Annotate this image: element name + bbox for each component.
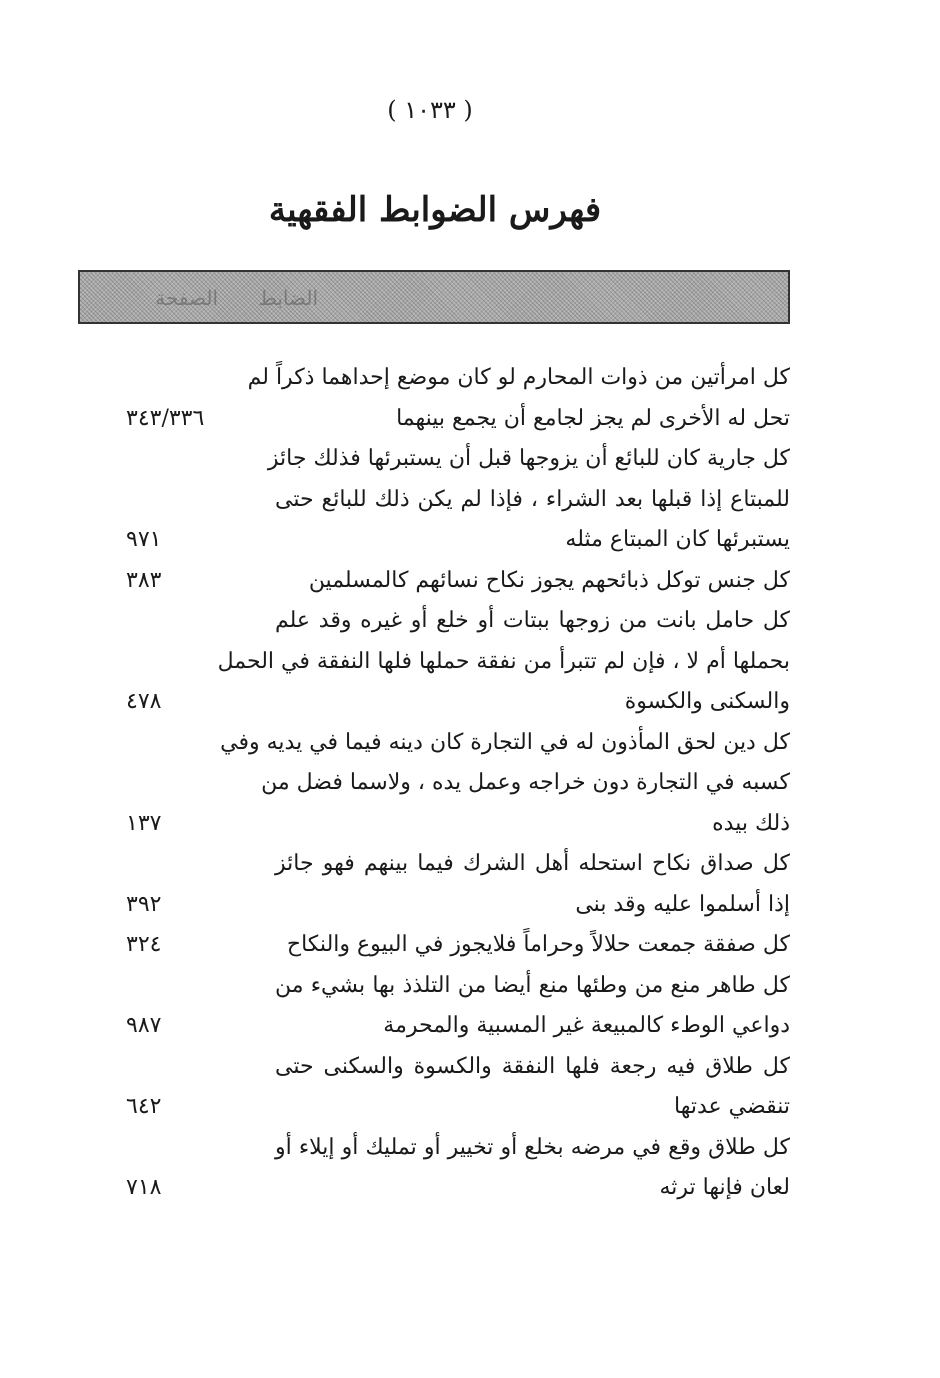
entry-text: إذا أسلموا عليه وقد بنى xyxy=(575,891,790,917)
entry-line xyxy=(0,844,940,885)
index-entry xyxy=(0,601,940,723)
entry-text: كل جارية كان للبائع أن يزوجها قبل أن يستبرئها فذلك جائز xyxy=(267,446,790,471)
entry-page-ref: ٣٤٣/٣٣٦ xyxy=(126,405,205,431)
entry-line xyxy=(0,1047,940,1088)
entry-page-ref: ٣٢٤ xyxy=(126,932,162,957)
entry-text: كسبه في التجارة دون خراجه وعمل يده ، ولاسما فضل من xyxy=(261,770,790,795)
entry-line xyxy=(0,1087,940,1128)
index-entry xyxy=(0,1047,940,1128)
index-entry xyxy=(0,723,940,845)
entry-line xyxy=(0,966,940,1007)
entry-line xyxy=(0,682,940,723)
entry-text: بحملها أم لا ، فإن لم تتبرأ من نفقة حملها فلها النفقة في الحمل xyxy=(217,648,790,674)
entry-list xyxy=(0,358,940,1209)
entry-text: لعان فإنها ترثه xyxy=(659,1175,790,1200)
header-page-label: الصفحة xyxy=(155,286,218,310)
entry-text: يستبرئها كان المبتاع مثله xyxy=(565,527,790,552)
entry-text: دواعي الوطء كالمبيعة غير المسبية والمحرمة xyxy=(383,1013,790,1038)
index-entry xyxy=(0,439,940,561)
entry-line xyxy=(0,1006,940,1047)
index-entry xyxy=(0,844,940,925)
entry-page-ref: ٩٨٧ xyxy=(126,1013,162,1038)
entry-page-ref: ٩٧١ xyxy=(126,527,162,552)
entry-line xyxy=(0,399,940,440)
entry-text: كل جنس توكل ذبائحهم يجوز نكاح نسائهم كالمسلمين xyxy=(308,567,790,593)
entry-line xyxy=(0,925,940,966)
entry-page-ref: ١٣٧ xyxy=(126,810,162,836)
entry-text: كل صداق نكاح استحله أهل الشرك فيما بينهم فهو جائز xyxy=(275,851,790,876)
entry-text: كل طلاق وقع في مرضه بخلع أو تخيير أو تمليك أو إيلاء أو xyxy=(275,1134,790,1160)
entry-text: كل طاهر منع من وطئها منع أيضا من التلذذ بها بشيء من xyxy=(275,972,790,998)
page-title: فهرس الضوابط الفقهية xyxy=(268,190,602,230)
entry-line xyxy=(0,480,940,521)
entry-line xyxy=(0,1168,940,1209)
entry-line xyxy=(0,642,940,683)
entry-text: تحل له الأخرى لم يجز لجامع أن يجمع بينهما xyxy=(396,405,790,431)
entry-text: والسكنى والكسوة xyxy=(624,689,790,714)
entry-line xyxy=(0,601,940,642)
entry-text: كل طلاق فيه رجعة فلها النفقة والكسوة والسكنى حتى xyxy=(275,1053,790,1079)
entry-text: كل دين لحق المأذون له في التجارة كان دينه فيما في يديه وفي xyxy=(220,729,790,755)
entry-page-ref: ٦٤٢ xyxy=(126,1094,162,1119)
entry-text: ذلك بيده xyxy=(712,810,790,836)
index-entry xyxy=(0,561,940,602)
entry-line xyxy=(0,763,940,804)
entry-page-ref: ٣٩٢ xyxy=(126,891,162,917)
entry-line xyxy=(0,804,940,845)
index-entry xyxy=(0,358,940,439)
entry-line xyxy=(0,439,940,480)
index-entry xyxy=(0,1128,940,1209)
table-header xyxy=(78,270,790,324)
entry-page-ref: ٤٧٨ xyxy=(126,689,162,714)
entry-line xyxy=(0,520,940,561)
index-entry xyxy=(0,966,940,1047)
entry-text: كل صفقة جمعت حلالاً وحراماً فلايجوز في البيوع والنكاح xyxy=(286,932,790,957)
entry-line xyxy=(0,358,940,399)
entry-page-ref: ٣٨٣ xyxy=(126,567,162,593)
page-number: ( ١٠٣٣ ) xyxy=(387,96,473,124)
entry-text: تنقضي عدتها xyxy=(674,1094,790,1119)
index-entry xyxy=(0,925,940,966)
entry-line xyxy=(0,1128,940,1169)
entry-text: كل حامل بانت من زوجها ببتات أو خلع أو غيره وقد علم xyxy=(275,608,790,633)
entry-line xyxy=(0,885,940,926)
entry-page-ref: ٧١٨ xyxy=(126,1175,162,1200)
header-rule-label: الضابط xyxy=(258,286,318,310)
entry-text: كل امرأتين من ذوات المحارم لو كان موضع إحداهما ذكراً لم xyxy=(247,365,790,390)
entry-line xyxy=(0,723,940,764)
entry-line xyxy=(0,561,940,602)
entry-text: للمبتاع إذا قبلها بعد الشراء ، فإذا لم يكن ذلك للبائع حتى xyxy=(275,486,790,512)
